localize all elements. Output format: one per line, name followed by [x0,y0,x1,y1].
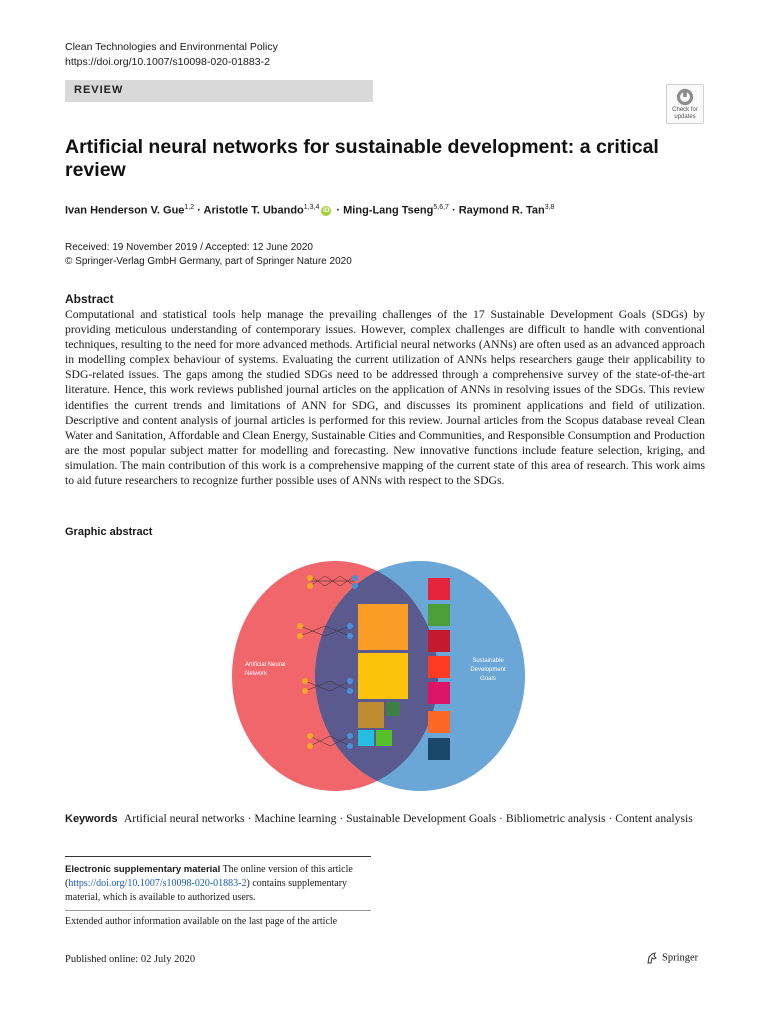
graphic-abstract-venn-diagram [230,556,530,796]
author-name[interactable]: Ivan Henderson V. Gue [65,204,185,217]
keywords-section [65,811,705,828]
esm-doi-link[interactable]: https://doi.org/10.1007/s10098-020-01883-2 [68,878,247,889]
publisher-mark [645,951,698,965]
abstract-heading: Abstract [65,292,114,306]
sdg-tiles-right [428,578,450,760]
author-list [65,204,554,217]
journal-name: Clean Technologies and Environmental Policy [65,41,278,53]
footnote-divider-2 [65,910,371,911]
graphic-abstract-heading: Graphic abstract [65,526,153,538]
extended-author-info: Extended author information available on the last page of the article [65,916,338,927]
abstract-body: Computational and statistical tools help manage the prevailing challenges of the 17 Sustainable Development Goals (SDGs) by providing meticulous understanding of contemporary issues. However, complex challenges are difficult to handle with conventional techniques, resulting to the need for more advanced methods. Artificial neural networks (ANNs) are often used as an advanced approach in modelling complex behaviour of systems. Evaluating the current utilization of ANNs helps researchers gauge their applicability to SDG-related issues. The gaps among the studied SDGs need to be addressed through a comprehensive survey of the state-of-the-art literature. Hence, this work reviews published journal articles on the application of ANNs in resolving issues of the SDGs. This review identifies the current trends and limitations of ANN for SDG, and discusses its prominent applications and field of utilization. Descriptive and content analysis of journal articles is performed for this review. Journal articles from the Scopus database reveal Clean Water and Sanitation, Affordable and Clean Energy, Sustainable Cities and Communities, and Responsible Consumption and Production are the most popular subject matter for modelling and forecasting. New innovative functions include feature selection, kriging, and simulation. The main contribution of this work is a comprehensive mapping of the current state of this area of research. This work aims to aid future researchers to recognize further possible uses of ANNs with respect to the SDGs. [65,308,705,488]
received-accepted-dates: Received: 19 November 2019 / Accepted: 12 June 2020 [65,242,313,253]
check-updates-icon [676,88,694,106]
author-name[interactable]: Raymond R. Tan [458,204,545,217]
author-affiliation: 5,6,7 [433,204,449,211]
check-updates-line2: updates [674,113,696,120]
sdg-label-2: Development [470,667,506,673]
footnote-divider [65,856,371,857]
esm-text-end: ) contains supplementary material, which is available to authorized users. [65,878,348,903]
author-separator: · [448,204,459,217]
sdg-label-3: Goals [480,676,496,682]
springer-horse-icon [645,951,659,965]
author-name[interactable]: Aristotle T. Ubando [203,204,304,217]
supplementary-material-note [65,863,371,905]
published-date: Published online: 02 July 2020 [65,954,196,965]
keywords-text: Artificial neural networks · Machine learning · Sustainable Development Goals · Bibliometric analysis · Content analysis [123,812,693,825]
author-name[interactable]: Ming-Lang Tseng [343,204,434,217]
author-separator: · [333,204,344,217]
article-title: Artificial neural networks for sustainable development: a critical review [65,136,659,181]
section-label: REVIEW [74,84,124,96]
check-updates-text [667,107,703,120]
author-affiliation: 3,8 [544,204,555,211]
publisher-name: Springer [662,952,699,964]
keywords-label: Keywords [65,813,118,825]
article-dates [65,241,352,269]
ann-label-2: Network [245,671,268,677]
esm-label: Electronic supplementary material [65,864,221,875]
copyright-line: © Springer-Verlag GmbH Germany, part of Springer Nature 2020 [65,256,352,267]
author-affiliation: 1,3,4 [303,204,320,211]
author-affiliation: 1,2 [184,204,195,211]
section-bar [65,80,373,102]
journal-header [65,40,278,70]
esm-text-start: The online version of this article ( [65,864,353,889]
orcid-icon[interactable]: iD [323,206,330,214]
doi-link[interactable]: https://doi.org/10.1007/s10098-020-01883-2 [65,56,270,68]
author-separator: · [194,204,204,217]
check-updates-line1: Check for [672,107,698,113]
check-for-updates-badge[interactable] [666,84,704,124]
ann-label-1: Artificial Neural [245,662,286,668]
sdg-label-1: Sustainable [472,658,504,664]
